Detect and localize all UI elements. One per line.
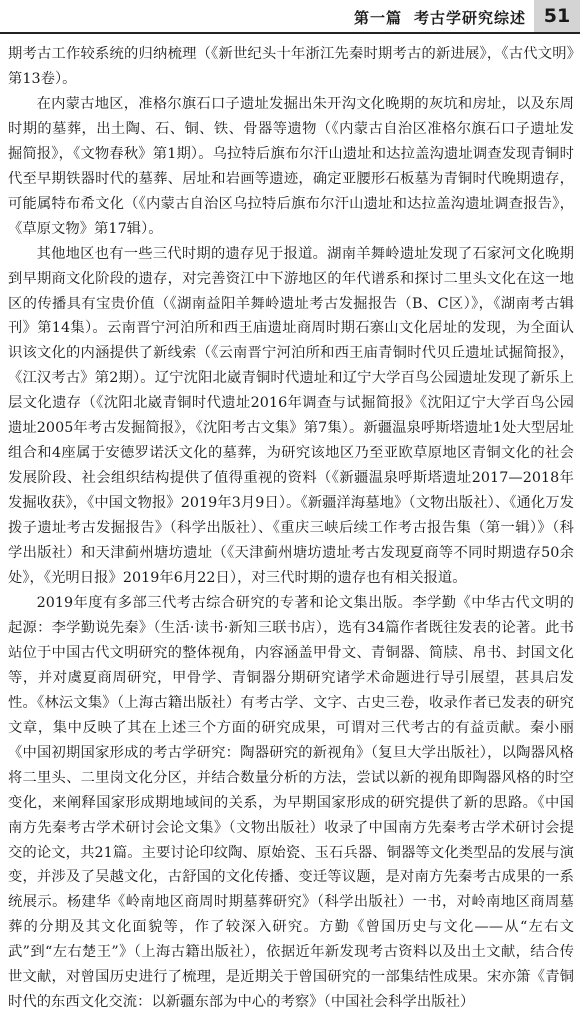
section-title: 考古学研究综述 — [414, 9, 527, 27]
running-header — [0, 0, 580, 40]
header-rule — [0, 32, 580, 34]
page-number: 51 — [534, 0, 580, 32]
part-label: 第一篇 — [354, 9, 403, 27]
paragraph-other-regions: 其他地区也有一些三代时期的遗存见于报道。湖南羊舞岭遗址发现了石家河文化晚期到早期商文化阶段的遗存，对完善资江中下游地区的年代谱系和探讨二里头文化在这一地区的传播具有宝贵价值（《湖南益阳羊舞岭遗址考古发掘报告（B、C区）》，《湖南考古辑刊》第14集）。云南晋宁河泊所和西王庙遗址商周时期石寨山文化居址的发现，为全面认识该文化的内涵提供了新线索（《云南晋宁河泊所和西王庙青铜时代贝丘遗址试掘简报》，《江汉考古》第2期）。辽宁沈阳北崴青铜时代遗址和辽宁大学百鸟公园遗址发现了新乐上层文化遗存（《沈阳北崴青铜时代遗址2016年调查与试掘简报》《沈阳辽宁大学百鸟公园遗址2005年考古发掘简报》，《沈阳考古文集》第7集）。新疆温泉呼斯塔遗址1处大型居址组合和4座属于安德罗诺沃文化的墓葬，为研究该地区乃至亚欧草原地区青铜文化的社会发展阶段、社会组织结构提供了值得重视的资料（《新疆温泉呼斯塔遗址2017—2018年发掘收获》，《中国文物报》2019年3月9日）。《新疆洋海墓地》（文物出版社）、《通化万发拨子遗址考古发掘报告》（科学出版社）、《重庆三峡后续工作考古报告集（第一辑）》（科学出版社）和天津蓟州塘坊遗址（《天津蓟州塘坊遗址考古发现夏商等不同时期遗存50余处》，《光明日报》2019年6月22日），对三代时期的遗存也有相关报道。 — [8, 245, 574, 587]
paragraph-continuation: 期考古工作较系统的归纳梳理（《新世纪头十年浙江先秦时期考古的新进展》，《古代文明》第13卷）。 — [8, 46, 574, 87]
paragraph-monographs: 2019年度有多部三代考古综合研究的专著和论文集出版。李学勤《中华古代文明的起源：李学勤说先秦》（生活·读书·新知三联书店），选有34篇作者既往发表的论著。此书站位于中国古代文明研究的整体视角，内容涵盖甲骨文、青铜器、简牍、帛书、封国文化等，并对虞夏商周研究，甲骨学、青铜器分期研究诸学术命题进行导引展望，甚具启发性。《林沄文集》（上海古籍出版社）有考古学、文字、古史三卷，收录作者已发表的研究文章，集中反映了其在上述三个方面的研究成果，可谓对三代考古的有益贡献。秦小丽《中国初期国家形成的考古学研究：陶器研究的新视角》（复旦大学出版社），以陶器风格将二里头、二里岗文化分区，并结合数量分析的方法，尝试以新的视角即陶器风格的时空变化，来阐释国家形成期地域间的关系，为早期国家形成的研究提供了新的思路。《中国南方先秦考古学术研讨会论文集》（文物出版社）收录了中国南方先秦考古学术研讨会提交的论文，共21篇。主要讨论印纹陶、原始瓷、玉石兵器、铜器等文化类型品的发展与演变，并涉及了吴越文化，古舒国的文化传播、变迁等议题，是对南方先秦考古成果的一系统展示。杨建华《岭南地区商周时期墓葬研究》（科学出版社）一书，对岭南地区商周墓葬的分期及其文化面貌等，作了较深入研究。方勤《曾国历史与文化——从“左右文武”到“左右楚王”》（上海古籍出版社），依据近年新发现考古资料以及出土文献，结合传世文献，对曾国历史进行了梳理，是近期关于曾国研究的一部集结性成果。宋亦箫《青铜时代的东西文化交流：以新疆东部为中心的考察》（中国社会科学出版社） — [8, 594, 574, 1011]
body-text — [8, 42, 574, 1015]
paragraph-inner-mongolia: 在内蒙古地区，准格尔旗石口子遗址发掘出朱开沟文化晚期的灰坑和房址，以及东周时期的墓葬，出土陶、石、铜、铁、骨器等遗物（《内蒙古自治区准格尔旗石口子遗址发掘简报》，《文物春秋》第1期）。乌拉特后旗布尔汗山遗址和达拉盖沟遗址调查发现青铜时代至早期铁器时代的墓葬、居址和岩画等遗迹，确定亚腰形石板墓为青铜时代晚期遗存，可能属特布希文化（《内蒙古自治区乌拉特后旗布尔汗山遗址和达拉盖沟遗址调查报告》，《草原文物》第17辑）。 — [8, 95, 574, 237]
running-header-title — [354, 6, 530, 30]
